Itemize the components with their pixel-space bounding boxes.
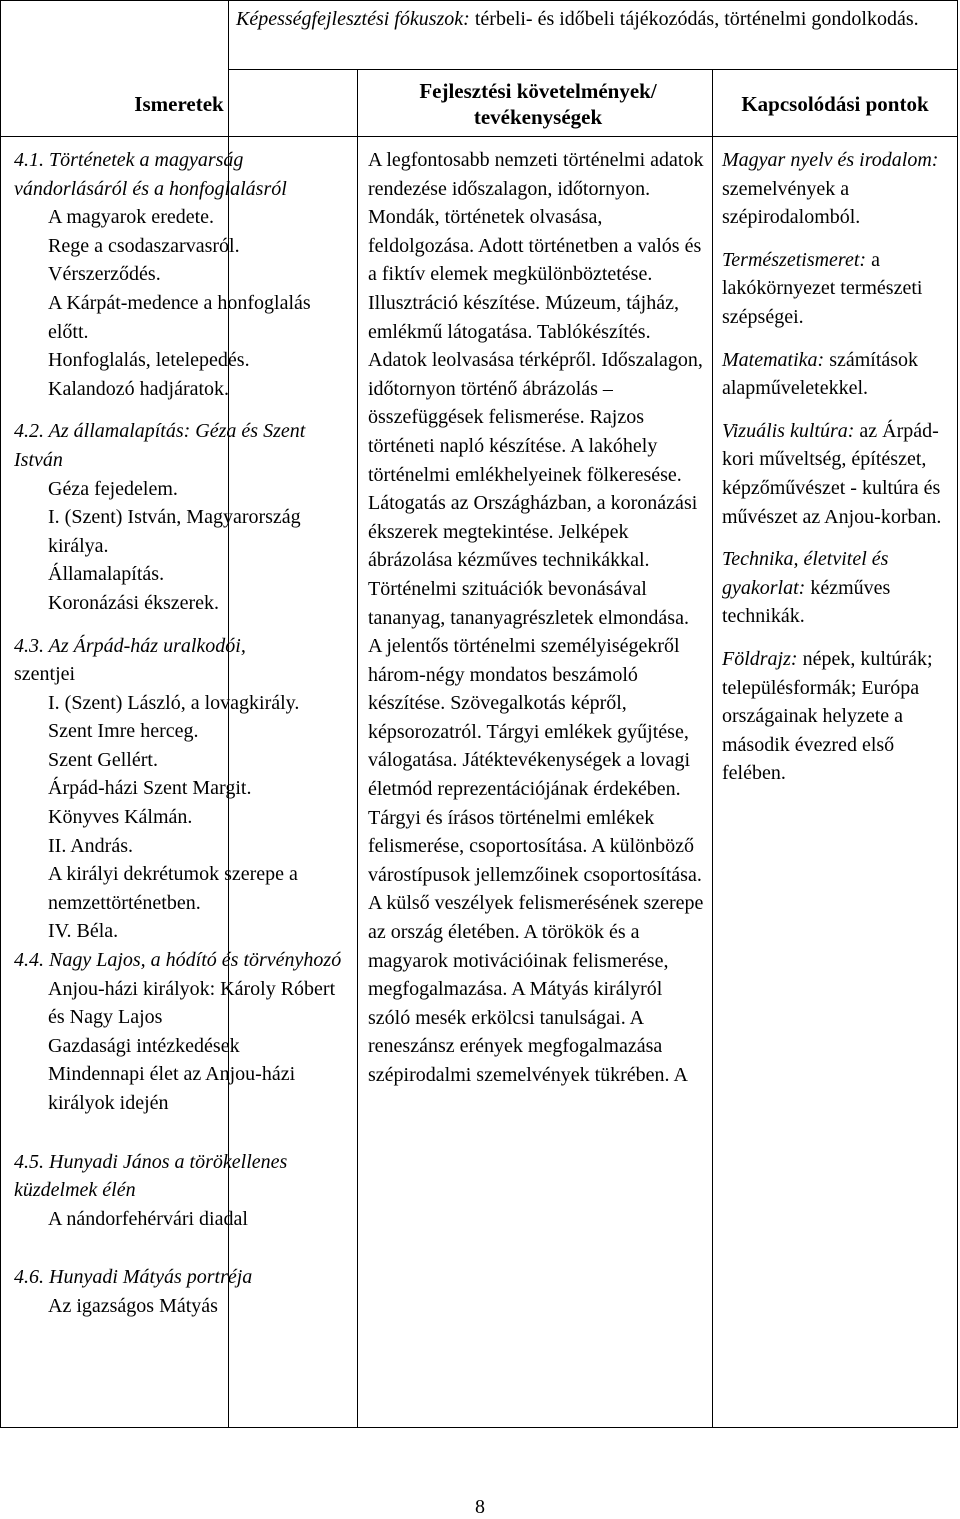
connection-subject: Természetismeret: [722, 248, 867, 271]
header-kapcsolodasi: Kapcsolódási pontok [741, 92, 929, 116]
topic-item: Könyves Kálmán. [48, 806, 193, 829]
column-divider-3 [357, 70, 358, 1428]
focus-label: Képességfejlesztési fókuszok: [236, 8, 470, 30]
topic-item: Anjou-házi királyok: Károly Róbert és Nagy Lajos [48, 977, 336, 1029]
fejlesztesi-text: A legfontosabb nemzeti történelmi adatok rendezése időszalagon, időtornyon. Mondák, történetek olvasása, feldolgozása. Adott történetben a valós és a fiktív elemek megkülönböztetése. Illusztráció készítése. Múzeum, tájház, emlékmű látogatása. Tablókészítés. Adatok leolvasása térképről. Időszalagon, időtornyon történő ábrázolás – összefüggések felismerése. Rajzos történeti napló készítése. A lakóhely történelmi emlékhelyeinek fölkeresése. Látogatás az Országházban, a koronázási ékszerek megtekintése. Jelképek ábrázolása kézműves technikákkal. Történelmi szituációk bevonásával tananyag, tananyagrészletek elmondása. A jelentős történelmi személyiségekről három-négy mondatos beszámoló készítése. Szövegalkotás képről, képsorozatról. Tárgyi emlékek gyűjtése, válogatása. Játéktevékenységek a lovagi életmód reprezentációjának érdekében. Tárgyi és írásos történelmi emlékek felismerése, csoportosítása. A különböző várostípusok jellemzőinek csoportosítása. A külső veszélyek felismerésének szerepe az ország életében. A törökök és a magyarok motivációinak felismerése, megfogalmazása. A Mátyás királyról szóló mesék erkölcsi tanulságai. A reneszánsz erények megfogalmazása szépirodalmi szemelvények tükrében. A [368, 149, 704, 1086]
connection-subject: Földrajz: [722, 647, 798, 670]
table-right-edge [957, 0, 958, 1428]
connection-item [722, 346, 950, 403]
section-title: 4.6. Hunyadi Mátyás portréja [14, 1266, 253, 1289]
topic-item: Az igazságos Mátyás [48, 1294, 218, 1317]
connection-text: az Árpád-kori műveltség, építészet, képzőművészet - kultúra és művészet az Anjou-korban. [722, 419, 942, 528]
topic-item: Géza fejedelem. [48, 477, 178, 500]
topic-item: A Kárpát-medence a honfoglalás előtt. [48, 291, 311, 343]
connection-text: számítások alapműveletekkel. [722, 348, 919, 400]
topic-item: A királyi dekrétumok szerepe a nemzettörténetben. [48, 863, 298, 914]
topic-item: I. (Szent) István, Magyarország királya. [48, 506, 301, 557]
topic-item: Mindennapi élet az Anjou-házi királyok idején [48, 1063, 296, 1114]
row-divider-header [0, 136, 958, 137]
section-title-continued: szentjei [14, 663, 76, 686]
topic-item: Árpád-házi Szent Margit. [48, 777, 252, 800]
topic-item: II. András. [48, 834, 133, 857]
topic-item: Vérszerződés. [48, 263, 161, 286]
section-title: 4.2. Az államalapítás: Géza és Szent István [14, 420, 306, 471]
fejlesztesi-column [368, 146, 704, 1090]
connection-text: a lakókörnyezet természeti szépségei. [722, 248, 923, 328]
header-ismeretek: Ismeretek [134, 92, 224, 116]
ismeretek-column [14, 146, 348, 1321]
header-fejlesztesi: Fejlesztési követelmények/ tevékenységek [419, 79, 657, 129]
section-title: 4.4. Nagy Lajos, a hódító és törvényhozó [14, 949, 342, 972]
connection-subject: Magyar nyelv és irodalom: [722, 149, 939, 171]
connection-subject: Vizuális kultúra: [722, 419, 855, 442]
connection-item [722, 417, 950, 531]
connection-item [722, 545, 950, 631]
kapcsolodasi-column [722, 146, 950, 802]
topic-item: Szent Gellért. [48, 748, 158, 771]
spacer [14, 1233, 348, 1263]
topic-item: A magyarok eredete. [48, 206, 215, 229]
topic-item: Koronázási ékszerek. [48, 591, 220, 614]
section-title: 4.3. Az Árpád-ház uralkodói, [14, 634, 246, 657]
column-divider-1 [0, 0, 1, 1428]
section-title: 4.5. Hunyadi János a törökellenes küzdelmek élén [14, 1150, 288, 1202]
section-title: 4.1. Történetek a magyarság vándorlásáról és a honfoglalásról [14, 149, 287, 200]
topic-item: A nándorfehérvári diadal [48, 1207, 248, 1230]
topic-item: Rege a csodaszarvasról. [48, 234, 240, 257]
connection-text: népek, kultúrák; településformák; Európa országainak helyzete a második évezred első felében. [722, 647, 933, 785]
topic-item: Szent Imre herceg. [48, 720, 199, 743]
connection-item [722, 246, 950, 332]
topic-item: I. (Szent) László, a lovagkirály. [48, 691, 300, 714]
topic-item: Államalapítás. [48, 563, 165, 586]
row-divider-focus [228, 69, 958, 70]
spacer [14, 618, 348, 632]
connection-subject: Technika, életvitel és gyakorlat: [722, 548, 889, 599]
connection-item [722, 146, 950, 232]
spacer [14, 403, 348, 417]
connection-item [722, 645, 950, 788]
topic-item: Kalandozó hadjáratok. [48, 377, 230, 400]
focus-text: térbeli- és időbeli tájékozódás, történelmi gondolkodás. [469, 8, 919, 30]
connection-text: kézműves technikák. [722, 576, 891, 628]
topic-item: Honfoglalás, letelepedés. [48, 349, 250, 372]
spacer [14, 1118, 348, 1148]
page-number: 8 [475, 1496, 485, 1518]
connection-text: szemelvények a szépirodalomból. [722, 177, 861, 229]
topic-item: Gazdasági intézkedések [48, 1034, 240, 1057]
connection-subject: Matematika: [722, 348, 825, 371]
focus-section [236, 6, 952, 33]
column-divider-4 [712, 70, 713, 1428]
topic-item: IV. Béla. [48, 920, 119, 943]
